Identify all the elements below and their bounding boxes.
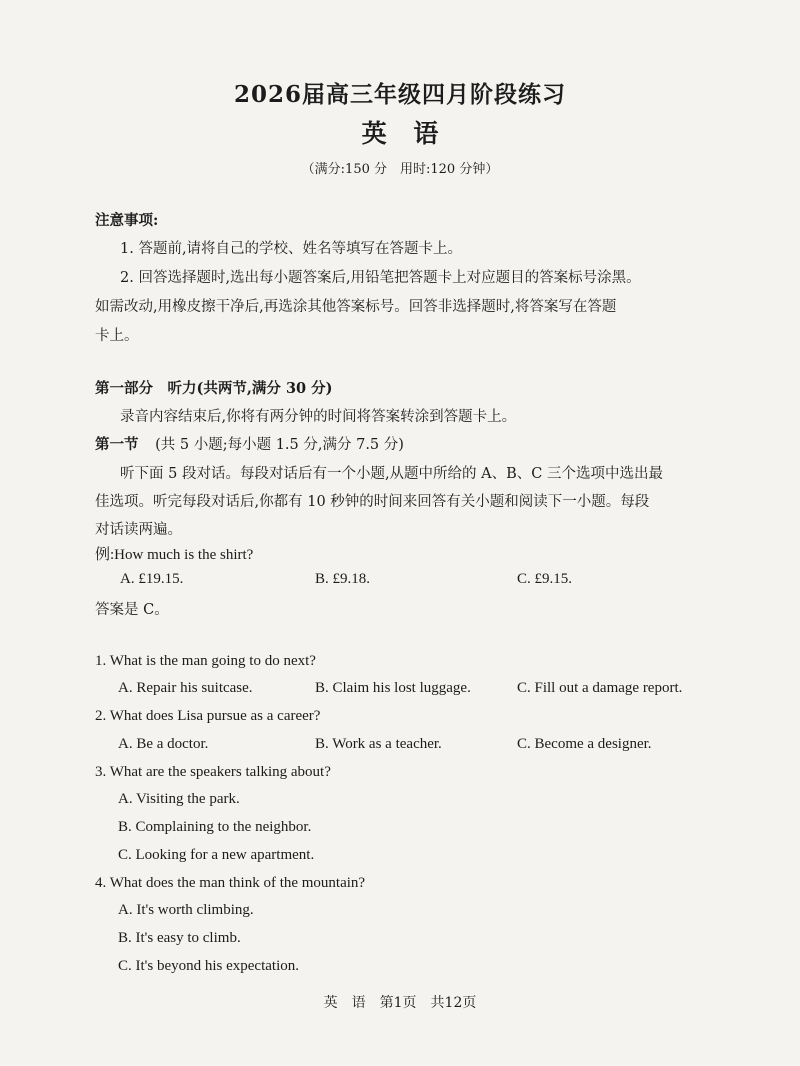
section-1-instruction-line-1: 听下面 5 段对话。每段对话后有一个小题,从题中所给的 A、B、C 三个选项中选出最 xyxy=(120,466,663,482)
example-option-a: A. £19.15. xyxy=(120,571,184,587)
subject-title: 英 语 xyxy=(361,119,439,148)
section-1-info: (共 5 小题;每小题 1.5 分,满分 7.5 分) xyxy=(155,437,404,453)
part-1-heading: 第一部分 听力(共两节,满分 30 分) xyxy=(95,380,333,397)
notice-item-2-line-2: 如需改动,用橡皮擦干净后,再选涂其他答案标号。回答非选择题时,将答案写在答题 xyxy=(95,299,617,315)
question-4-option-a: A. It's worth climbing. xyxy=(118,902,254,918)
part-1-intro: 录音内容结束后,你将有两分钟的时间将答案转涂到答题卡上。 xyxy=(120,409,517,425)
example-option-b: B. £9.18. xyxy=(315,571,371,587)
score-time-info: （满分:150 分 用时:120 分钟） xyxy=(301,162,499,177)
question-2-stem: 2. What does Lisa pursue as a career? xyxy=(95,708,321,724)
example-option-c: C. £9.15. xyxy=(517,571,573,587)
question-1-option-b: B. Claim his lost luggage. xyxy=(315,680,471,696)
question-4-stem: 4. What does the man think of the mountain? xyxy=(95,875,366,891)
section-1-instruction-line-2: 佳选项。听完每段对话后,你都有 10 秒钟的时间来回答有关小题和阅读下一小题。每段 xyxy=(95,494,650,510)
question-3-option-b: B. Complaining to the neighbor. xyxy=(118,819,312,835)
question-3-option-c: C. Looking for a new apartment. xyxy=(118,847,315,863)
question-1-stem: 1. What is the man going to do next? xyxy=(95,653,316,669)
notice-item-2-line-3: 卡上。 xyxy=(95,328,139,344)
notice-heading: 注意事项: xyxy=(95,212,159,229)
example-question: 例:How much is the shirt? xyxy=(95,547,254,563)
section-1-heading xyxy=(95,433,404,454)
page-footer: 英 语 第1页 共12页 xyxy=(323,995,477,1011)
question-2-option-a: A. Be a doctor. xyxy=(118,736,209,752)
question-1-option-c: C. Fill out a damage report. xyxy=(517,680,683,696)
question-1-option-a: A. Repair his suitcase. xyxy=(118,680,253,696)
question-4-option-b: B. It's easy to climb. xyxy=(118,930,241,946)
question-3-option-a: A. Visiting the park. xyxy=(118,791,240,807)
question-3-stem: 3. What are the speakers talking about? xyxy=(95,764,331,780)
notice-item-1: 1. 答题前,请将自己的学校、姓名等填写在答题卡上。 xyxy=(120,241,463,257)
question-4-option-c: C. It's beyond his expectation. xyxy=(118,958,300,974)
exam-title: 2026届高三年级四月阶段练习 xyxy=(233,81,566,108)
notice-item-2-line-1: 2. 回答选择题时,选出每小题答案后,用铅笔把答题卡上对应题目的答案标号涂黑。 xyxy=(120,270,641,286)
question-2-option-c: C. Become a designer. xyxy=(517,736,652,752)
section-1-label: 第一节 xyxy=(95,436,139,453)
example-answer: 答案是 C。 xyxy=(95,602,169,618)
section-1-instruction-line-3: 对话读两遍。 xyxy=(95,522,182,538)
question-2-option-b: B. Work as a teacher. xyxy=(315,736,442,752)
